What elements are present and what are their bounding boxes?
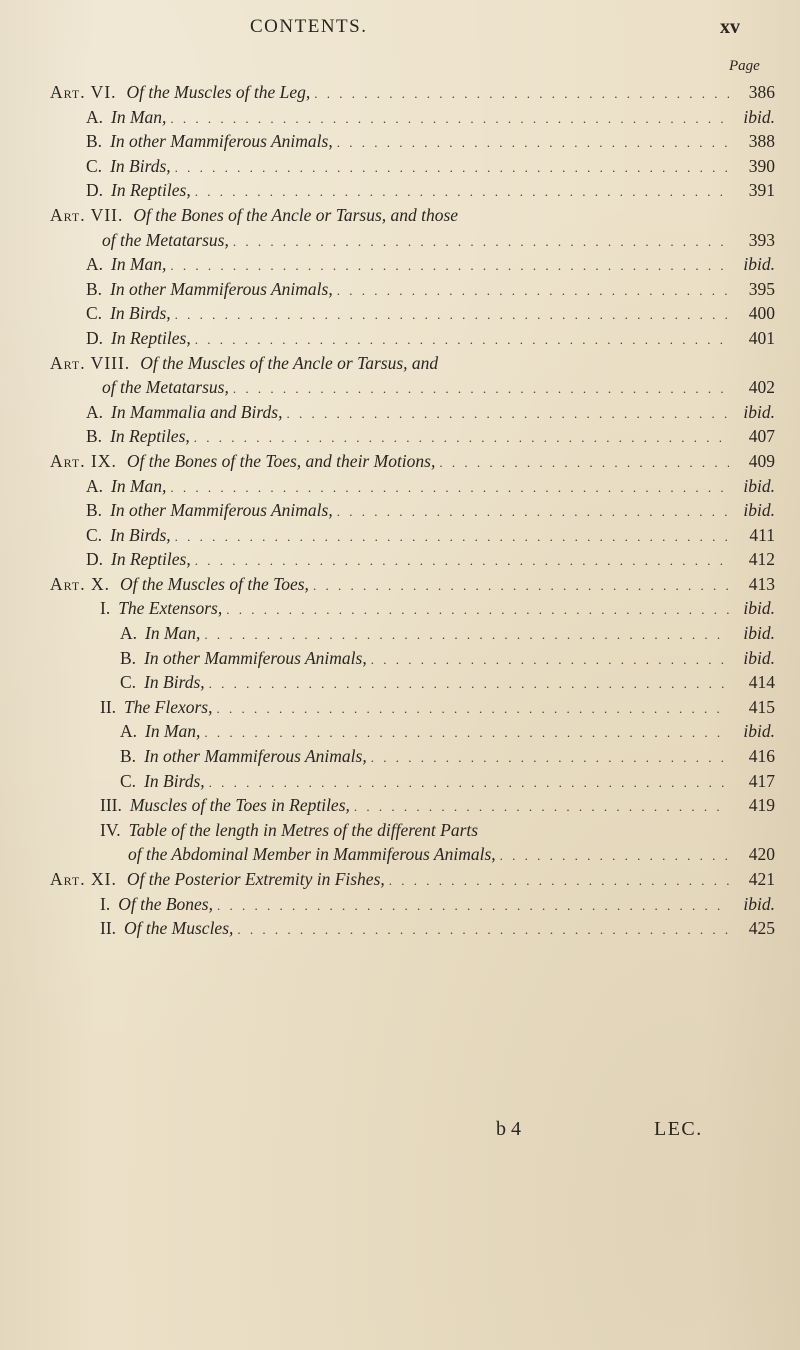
entry-title: In Mammalia and Birds, [111, 401, 283, 422]
dot-leader [170, 107, 729, 132]
section-label: I. [100, 598, 111, 619]
entry-title: Of the Muscles of the Leg, [126, 82, 311, 102]
dot-leader [439, 451, 729, 476]
page-number: 411 [749, 524, 775, 545]
page-number: ibid. [743, 623, 775, 644]
section-label: C. [86, 524, 103, 545]
page-number: 409 [748, 450, 775, 471]
section-label: B. [120, 746, 137, 767]
toc-entry [40, 744, 775, 769]
dot-leader [233, 377, 729, 402]
toc-entry [40, 793, 775, 818]
dot-leader [204, 721, 729, 746]
toc-entry [40, 842, 775, 867]
entry-title: In Birds, [110, 524, 171, 545]
toc-entry [40, 498, 775, 523]
page-number: ibid. [743, 500, 775, 521]
page-footer [0, 1118, 800, 1148]
toc-entry [40, 769, 775, 794]
toc-entry [40, 326, 775, 351]
article-label: Art. VIII. [50, 352, 131, 373]
dot-leader [389, 869, 729, 894]
page-number: 412 [748, 549, 775, 570]
dot-leader [204, 623, 729, 648]
page-number: 393 [748, 229, 775, 250]
article-label: Art. VI. [50, 82, 117, 102]
toc-entry [40, 129, 775, 154]
section-label: A. [86, 254, 104, 275]
toc-entry [40, 916, 775, 941]
section-label: C. [120, 672, 137, 693]
entry-title: Table of the length in Metres of the different Parts [128, 819, 479, 840]
page-number: 413 [748, 573, 775, 594]
toc-entry [40, 621, 775, 646]
toc-entry [40, 719, 775, 744]
article-label: Art. IX. [50, 450, 117, 471]
toc-entry [40, 867, 775, 892]
article-label: Art. XI. [50, 869, 117, 889]
toc-entry [40, 400, 775, 425]
page-number: 402 [748, 377, 775, 398]
section-label: II. [100, 696, 117, 717]
toc-entry [40, 277, 775, 302]
entry-title: Of the Posterior Extremity in Fishes, [126, 869, 385, 889]
entry-title: Of the Muscles, [124, 918, 234, 939]
section-label: IV. [100, 819, 121, 840]
toc-entry [40, 695, 775, 720]
dot-leader [195, 180, 729, 205]
toc-entry [40, 670, 775, 695]
toc-entry [40, 449, 775, 474]
section-label: B. [86, 500, 103, 521]
page-number: 419 [748, 795, 775, 816]
signature-mark: b 4 [496, 1118, 521, 1140]
catchword: LEC. [654, 1118, 703, 1140]
page-number: 414 [748, 672, 775, 693]
page-number: 400 [748, 303, 775, 324]
page-number: 417 [748, 770, 775, 791]
dot-leader [175, 525, 729, 550]
dot-leader [314, 82, 729, 107]
entry-title: In other Mammiferous Animals, [144, 647, 367, 668]
entry-title: In Man, [145, 623, 201, 644]
section-label: A. [86, 475, 104, 496]
article-label: Art. X. [50, 573, 111, 594]
dot-leader [354, 795, 729, 820]
page-numeral: xv [720, 16, 740, 38]
toc-entry [40, 80, 775, 105]
section-label: C. [86, 155, 103, 176]
entry-title: In Birds, [144, 770, 205, 791]
page-column-label: Page [729, 58, 760, 74]
toc-entry [40, 178, 775, 203]
dot-leader [170, 254, 729, 279]
toc-entry [40, 818, 775, 843]
page-number: 420 [748, 844, 775, 865]
entry-title: In Reptiles, [111, 180, 191, 201]
toc-entry [40, 424, 775, 449]
entry-title: In other Mammiferous Animals, [144, 746, 367, 767]
page-number: 425 [748, 918, 775, 939]
dot-leader [175, 303, 729, 328]
dot-leader [217, 894, 729, 919]
entry-title: In Reptiles, [111, 549, 191, 570]
page-number: 386 [748, 82, 775, 102]
dot-leader [195, 328, 729, 353]
section-label: D. [86, 327, 104, 348]
entry-title: Of the Bones, [118, 893, 213, 914]
page-number: ibid. [743, 893, 775, 914]
entry-title: In other Mammiferous Animals, [110, 131, 333, 152]
dot-leader [195, 549, 729, 574]
entry-title: In Man, [111, 254, 167, 275]
table-of-contents [40, 80, 775, 941]
dot-leader [337, 279, 729, 304]
entry-title: Of the Muscles of the Toes, [120, 573, 309, 594]
toc-entry [40, 203, 775, 228]
entry-title: The Extensors, [118, 598, 223, 619]
toc-entry [40, 154, 775, 179]
toc-entry [40, 351, 775, 376]
section-label: C. [120, 770, 137, 791]
page-number: ibid. [743, 401, 775, 422]
dot-leader [194, 426, 729, 451]
entry-title: In Reptiles, [111, 327, 191, 348]
toc-entry [40, 252, 775, 277]
dot-leader [226, 598, 729, 623]
section-label: C. [86, 303, 103, 324]
toc-entry [40, 228, 775, 253]
entry-title: In Birds, [144, 672, 205, 693]
toc-entry [40, 375, 775, 400]
section-label: A. [120, 623, 138, 644]
dot-leader [209, 771, 729, 796]
entry-title: In Birds, [110, 155, 171, 176]
dot-leader [500, 844, 729, 869]
page-number: 390 [748, 155, 775, 176]
toc-entry [40, 105, 775, 130]
entry-title: In Reptiles, [110, 426, 190, 447]
entry-title: Of the Muscles of the Ancle or Tarsus, and [140, 352, 439, 373]
dot-leader [371, 746, 729, 771]
toc-entry [40, 301, 775, 326]
entry-title: In Birds, [110, 303, 171, 324]
dot-leader [175, 156, 729, 181]
section-label: B. [86, 131, 103, 152]
dot-leader [217, 697, 730, 722]
toc-entry [40, 474, 775, 499]
toc-entry [40, 596, 775, 621]
page-number: 421 [748, 869, 775, 889]
section-label: II. [100, 918, 117, 939]
section-label: B. [86, 426, 103, 447]
page-number: 395 [748, 278, 775, 299]
section-label: A. [120, 721, 138, 742]
section-label: A. [86, 401, 104, 422]
page-number: 407 [748, 426, 775, 447]
section-label: B. [86, 278, 103, 299]
section-label: III. [100, 795, 122, 816]
page-number: ibid. [743, 475, 775, 496]
page-number: ibid. [743, 647, 775, 668]
entry-title: The Flexors, [124, 696, 213, 717]
entry-title: of the Abdominal Member in Mammiferous Animals, [128, 844, 496, 865]
entry-title: In Man, [111, 106, 167, 127]
toc-entry [40, 572, 775, 597]
entry-title: In other Mammiferous Animals, [110, 278, 333, 299]
page-number: 401 [748, 327, 775, 348]
entry-title: Of the Bones of the Toes, and their Motions, [126, 450, 436, 471]
toc-entry [40, 646, 775, 671]
dot-leader [337, 500, 729, 525]
page-number: 388 [748, 131, 775, 152]
entry-title: Of the Bones of the Ancle or Tarsus, and those [133, 204, 459, 225]
section-label: D. [86, 549, 104, 570]
entry-title: Muscles of the Toes in Reptiles, [129, 795, 350, 816]
page-number: ibid. [743, 598, 775, 619]
section-label: I. [100, 893, 111, 914]
dot-leader [371, 648, 729, 673]
section-label: D. [86, 180, 104, 201]
entry-title: In Man, [111, 475, 167, 496]
page-number: 415 [748, 696, 775, 717]
running-head-title: CONTENTS. [250, 16, 368, 37]
entry-title: of the Metatarsus, [102, 229, 229, 250]
entry-title: In other Mammiferous Animals, [110, 500, 333, 521]
page-number: 416 [748, 746, 775, 767]
dot-leader [209, 672, 729, 697]
dot-leader [286, 402, 729, 427]
page-number: 391 [748, 180, 775, 201]
dot-leader [237, 918, 729, 943]
running-head [0, 16, 800, 40]
article-label: Art. VII. [50, 204, 124, 225]
dot-leader [337, 131, 729, 156]
dot-leader [233, 230, 729, 255]
toc-entry [40, 547, 775, 572]
entry-title: of the Metatarsus, [102, 377, 229, 398]
section-label: A. [86, 106, 104, 127]
toc-entry [40, 523, 775, 548]
dot-leader [313, 574, 729, 599]
page-number: ibid. [743, 106, 775, 127]
section-label: B. [120, 647, 137, 668]
toc-entry [40, 892, 775, 917]
page-number: ibid. [743, 721, 775, 742]
dot-leader [170, 476, 729, 501]
entry-title: In Man, [145, 721, 201, 742]
page-number: ibid. [743, 254, 775, 275]
